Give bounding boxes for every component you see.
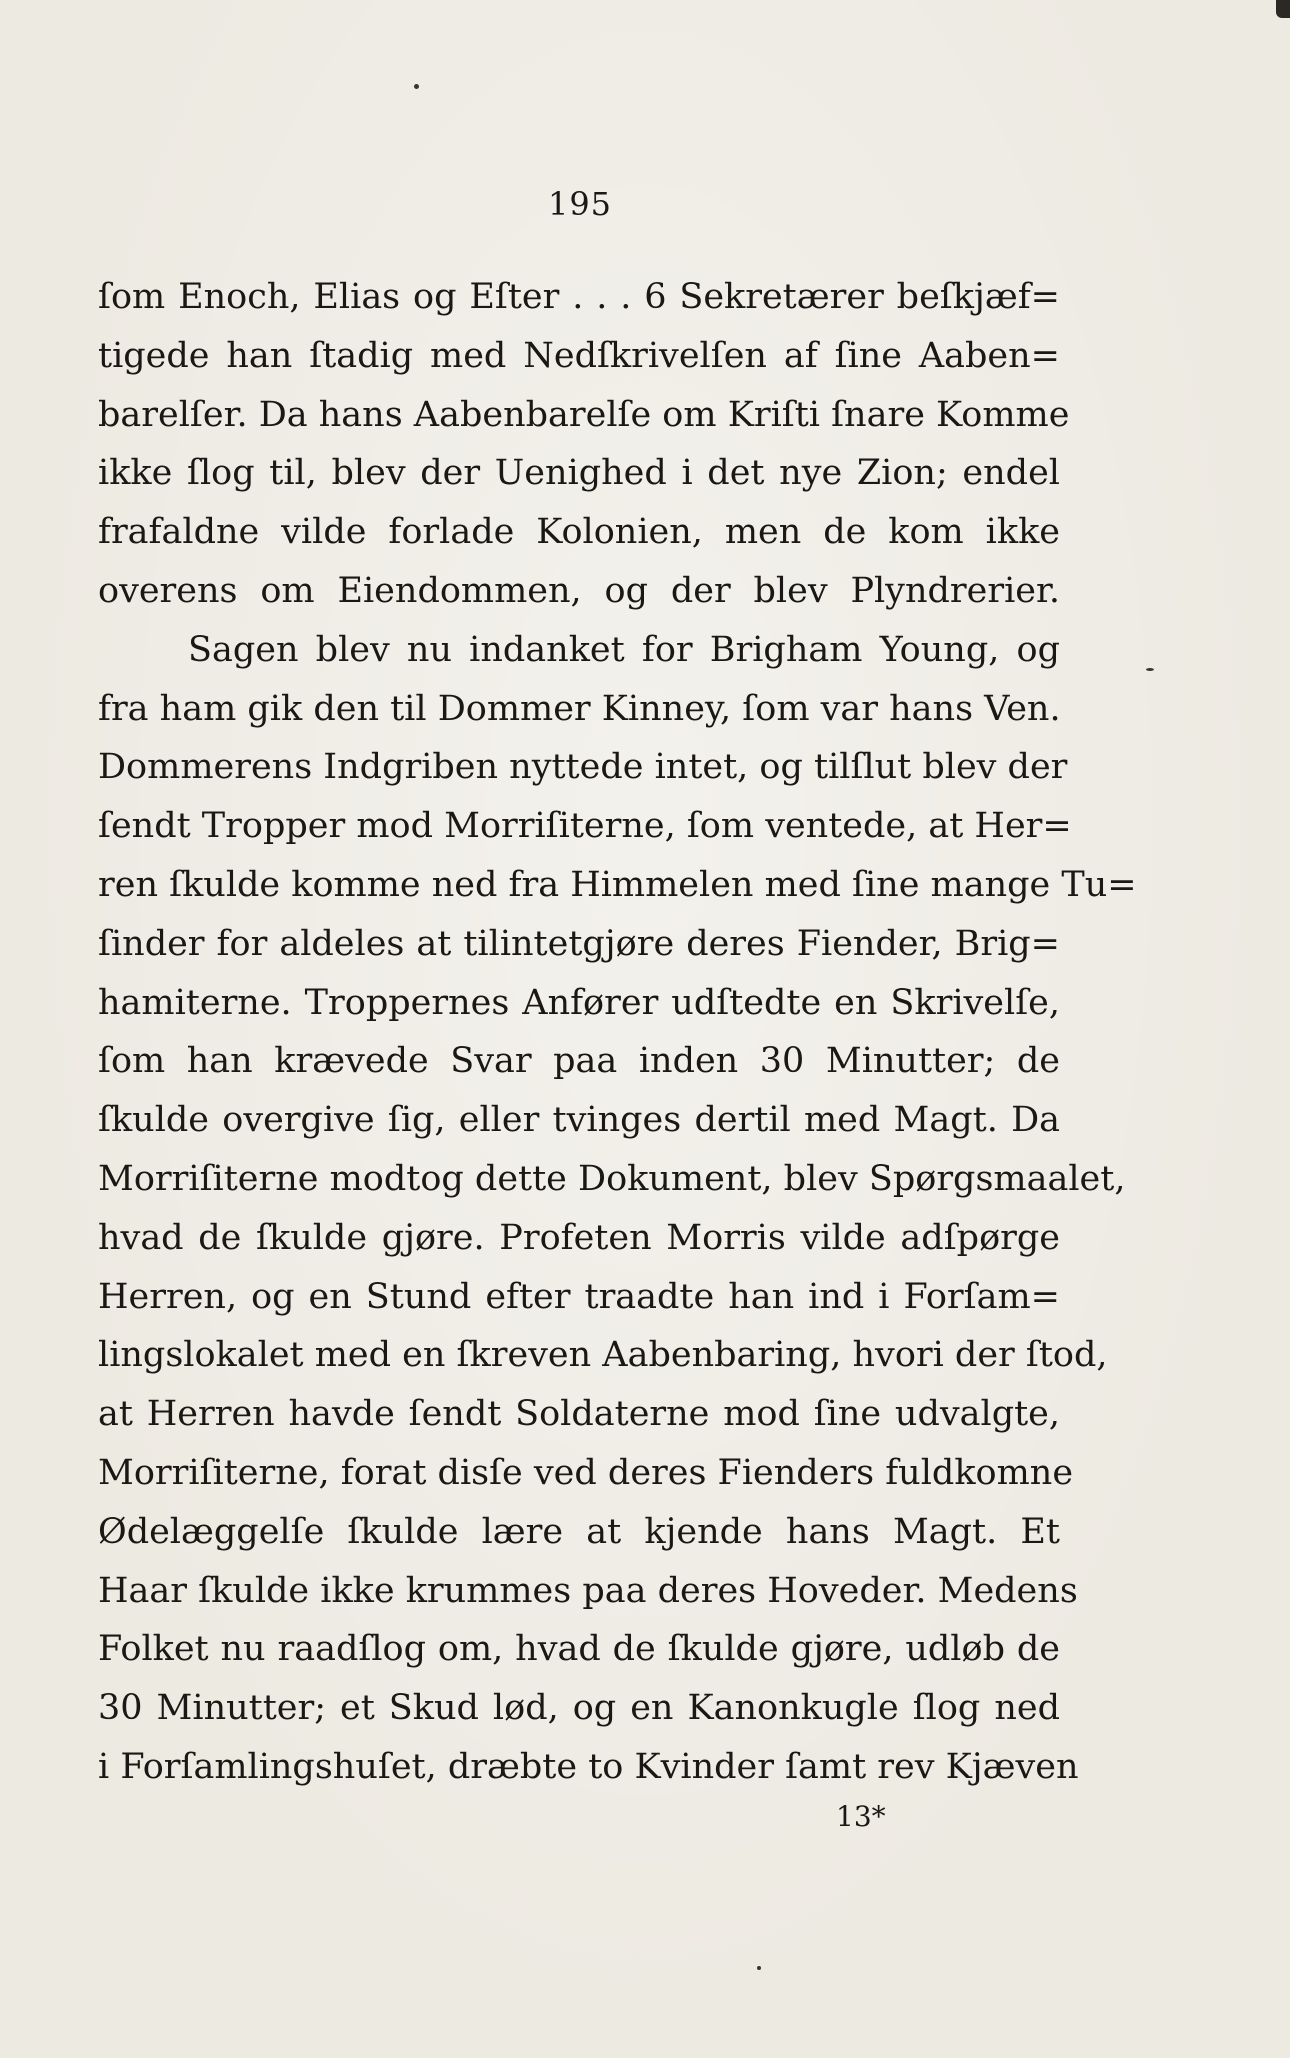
- text-line: Ødelæggelſe ſkulde lære at kjende hans Magt. Et: [98, 1511, 1060, 1552]
- text-line: ikke ſlog til, blev der Uenighed i det nye Zion; endel: [98, 453, 1060, 494]
- text-line: Folket nu raadſlog om, hvad de ſkulde gjøre, udløb de: [98, 1629, 1060, 1670]
- text-line: ſom han krævede Svar paa inden 30 Minutter; de: [98, 1041, 1060, 1082]
- text-line: ſom Enoch, Elias og Eſter . . . 6 Sekretærer beſkjæf=: [98, 277, 1060, 317]
- text-line: lingslokalet med en ſkreven Aabenbaring, hvori der ſtod,: [98, 1335, 1108, 1376]
- text-line: overens om Eiendommen, og der blev Plyndrerier.: [98, 570, 1060, 611]
- page-edge-mark: [1276, 0, 1290, 18]
- text-line: Dommerens Indgriben nyttede intet, og tilſlut blev der: [98, 747, 1068, 788]
- text-line: Morriſiterne modtog dette Dokument, blev Spørgsmaalet,: [98, 1158, 1126, 1199]
- text-line: ſkulde overgive ſig, eller tvinges dertil med Magt. Da: [98, 1100, 1060, 1141]
- ink-speck: [757, 1966, 761, 1970]
- text-line: ſendt Tropper mod Morriſiterne, ſom ventede, at Her=: [98, 806, 1072, 847]
- text-line: barelſer. Da hans Aabenbarelſe om Kriſti ſnare Komme: [98, 394, 1070, 435]
- text-line: Sagen blev nu indanket for Brigham Young, og: [188, 629, 1060, 670]
- signature-mark: 13*: [836, 1800, 886, 1833]
- text-line: i Forſamlingshuſet, dræbte to Kvinder ſamt rev Kjæven: [98, 1746, 1079, 1787]
- text-line: tigede han ſtadig med Nedſkrivelſen af ſine Aaben=: [98, 335, 1060, 376]
- text-line: frafaldne vilde forlade Kolonien, men de kom ikke: [98, 512, 1060, 553]
- text-line: hvad de ſkulde gjøre. Profeten Morris vilde adſpørge: [98, 1217, 1060, 1258]
- page-number: 195: [547, 185, 613, 223]
- body-text: [98, 268, 1137, 1797]
- text-line: ſinder for aldeles at tilintetgjøre deres Fiender, Brig=: [98, 923, 1060, 964]
- text-line: fra ham gik den til Dommer Kinney, ſom var hans Ven.: [98, 688, 1061, 729]
- text-line: Haar ſkulde ikke krummes paa deres Hoveder. Medens: [98, 1570, 1078, 1611]
- text-line: ren ſkulde komme ned fra Himmelen med ſine mange Tu=: [98, 864, 1137, 905]
- text-line: at Herren havde ſendt Soldaterne mod ſine udvalgte,: [98, 1394, 1060, 1435]
- ink-speck: [414, 84, 419, 89]
- ink-speck: [1146, 668, 1154, 671]
- text-line: Morriſiterne, forat disſe ved deres Fienders fuldkomne: [98, 1452, 1074, 1493]
- text-line: 30 Minutter; et Skud lød, og en Kanonkugle ſlog ned: [98, 1688, 1060, 1729]
- text-line: hamiterne. Troppernes Anfører udſtedte en Skrivelſe,: [98, 982, 1060, 1023]
- text-line: Herren, og en Stund efter traadte han ind i Forſam=: [98, 1276, 1060, 1317]
